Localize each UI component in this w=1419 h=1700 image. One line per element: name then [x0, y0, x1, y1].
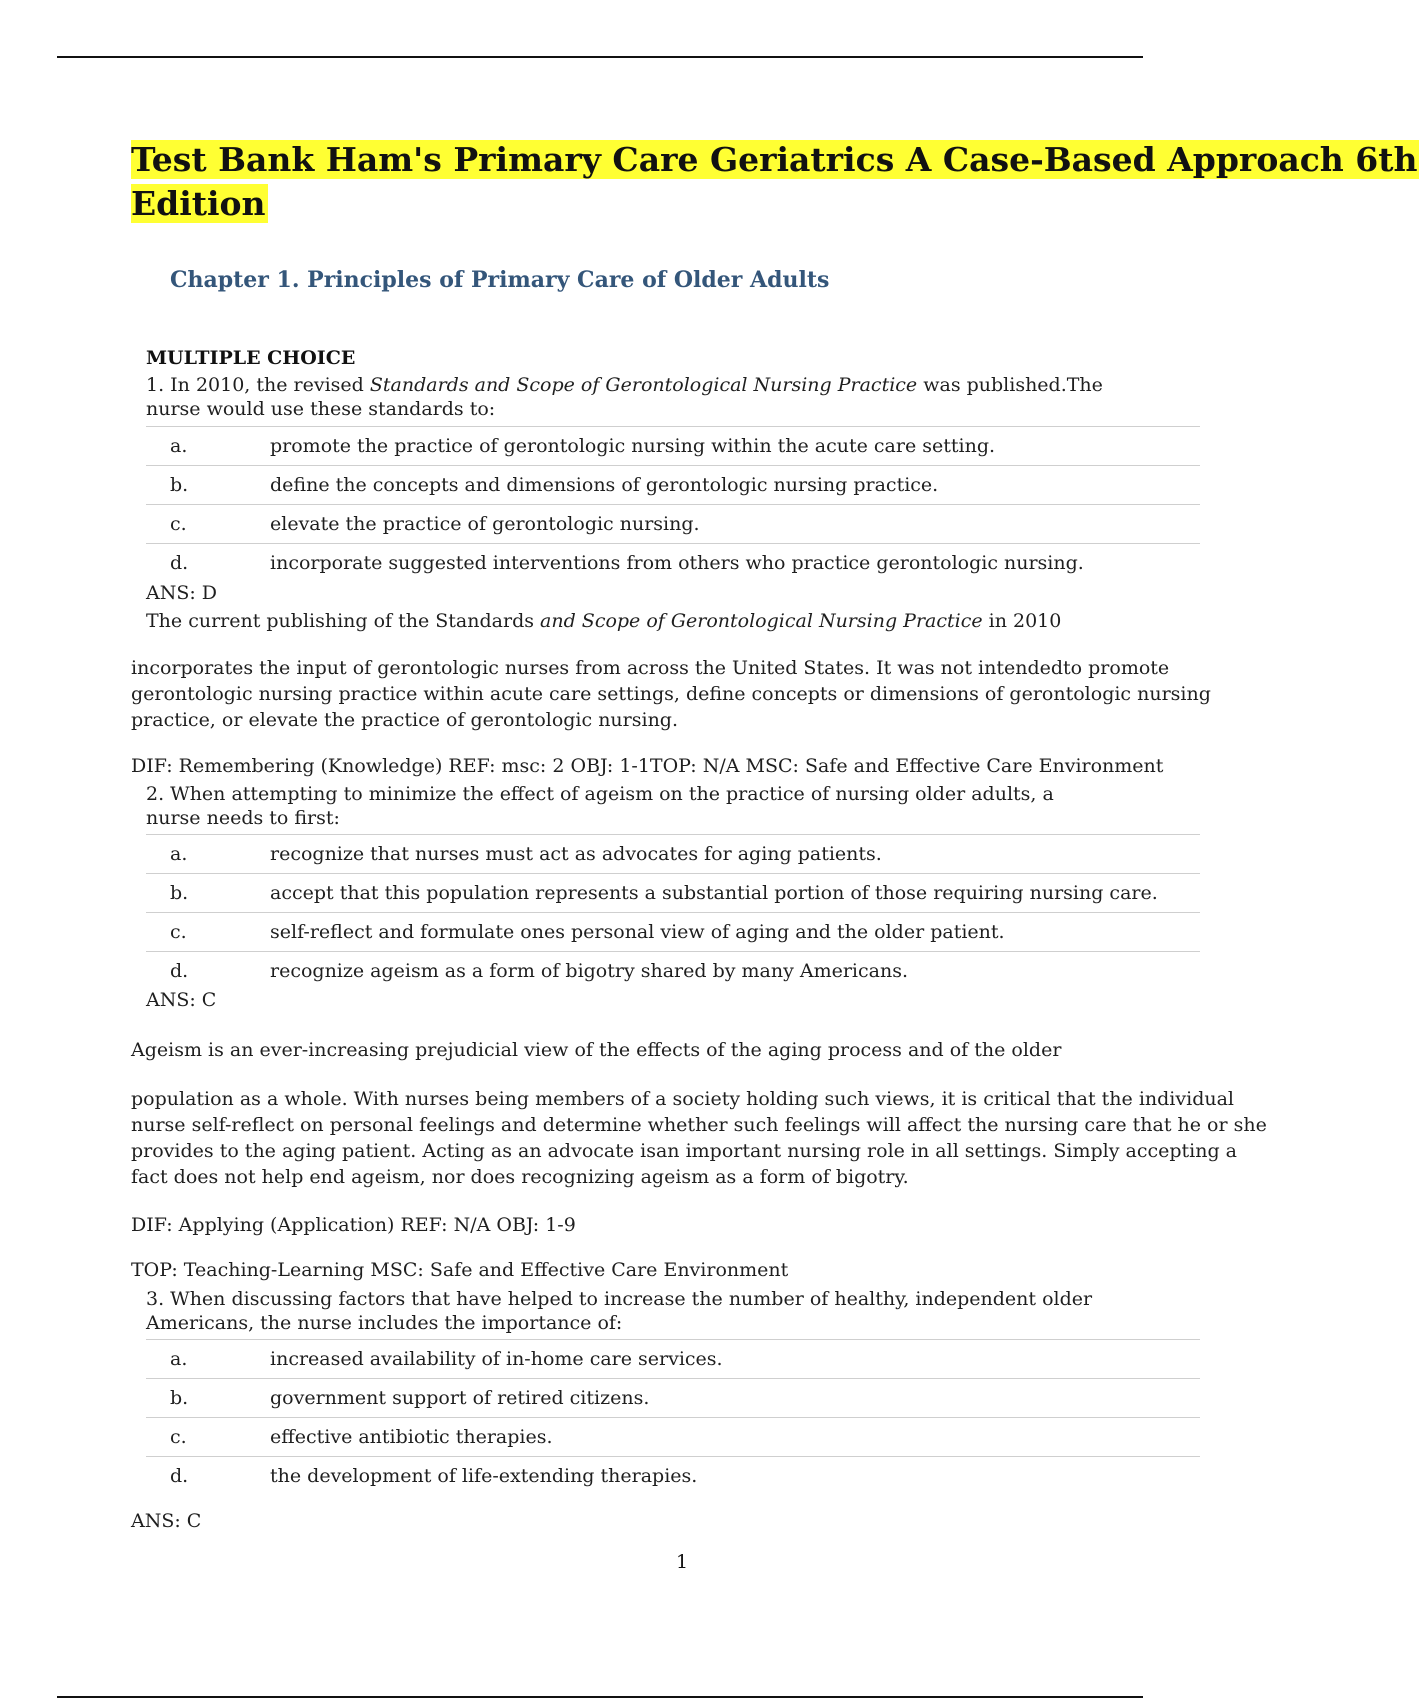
option-row: c. effective antibiotic therapies.: [146, 1417, 1200, 1456]
section-label: MULTIPLE CHOICE: [146, 347, 356, 369]
bottom-rule: [57, 1696, 1143, 1698]
option-row: c. self-reflect and formulate ones personal view of aging and the older patient.: [146, 912, 1200, 951]
option-row: a. promote the practice of gerontologic nursing within the acute care setting.: [146, 426, 1200, 465]
option-row: d. the development of life-extending therapies.: [146, 1456, 1200, 1495]
option-row: b. define the concepts and dimensions of gerontologic nursing practice.: [146, 465, 1200, 504]
title-line-1: Test Bank Ham's Primary Care Geriatrics A Case-Based Approach 6th: [131, 140, 1418, 179]
question-3-options: [146, 1339, 1200, 1495]
question-2-answer: ANS: C: [146, 989, 217, 1011]
top-rule: [57, 56, 1143, 58]
option-row: a. recognize that nurses must act as advocates for aging patients.: [146, 834, 1200, 873]
question-1-answer: ANS: D: [146, 582, 218, 604]
option-row: c. elevate the practice of gerontologic nursing.: [146, 504, 1200, 543]
page-number: 1: [676, 1551, 689, 1573]
question-2-rationale-intro: Ageism is an ever-increasing prejudicial view of the effects of the aging process and of the older: [131, 1039, 1062, 1061]
question-2-stem: 2. When attempting to minimize the effect of ageism on the practice of nursing older adults, a nurse needs to first:: [146, 783, 1054, 829]
question-2-options: [146, 834, 1200, 990]
question-1-stem: 1. In 2010, the revised Standards and Scope of Gerontological Nursing Practice was published.The nurse would use these standards to:: [146, 374, 1103, 420]
document-title: [131, 138, 1418, 226]
question-1-options: [146, 426, 1200, 582]
question-1-rationale-intro: The current publishing of the Standards and Scope of Gerontological Nursing Practice in 2010: [146, 610, 1062, 632]
option-row: d. recognize ageism as a form of bigotry shared by many Americans.: [146, 951, 1200, 990]
question-1-meta: DIF: Remembering (Knowledge) REF: msc: 2 OBJ: 1-1TOP: N/A MSC: Safe and Effective Care Environment: [131, 755, 1164, 777]
option-row: b. accept that this population represents a substantial portion of those requiring nursing care.: [146, 873, 1200, 912]
option-row: a. increased availability of in-home care services.: [146, 1339, 1200, 1378]
option-row: b. government support of retired citizens.: [146, 1378, 1200, 1417]
option-row: d. incorporate suggested interventions from others who practice gerontologic nursing.: [146, 543, 1200, 582]
question-3-stem: 3. When discussing factors that have helped to increase the number of healthy, independent older Americans, the nurse includes the importance of:: [146, 1288, 1093, 1334]
chapter-heading: Chapter 1. Principles of Primary Care of Older Adults: [170, 267, 830, 293]
question-2-meta-2: TOP: Teaching-Learning MSC: Safe and Effective Care Environment: [131, 1259, 789, 1281]
question-3-answer: ANS: C: [131, 1510, 202, 1532]
question-2-meta-1: DIF: Applying (Application) REF: N/A OBJ: 1-9: [131, 1214, 576, 1236]
question-2-rationale: population as a whole. With nurses being members of a society holding such views, it is critical that the individual nurse self-reflect on personal feelings and determine whether such feelings will affect the nursing care that he or she provides to the aging patient. Acting as an advocate isan important nursing role in all settings. Simply accepting a fact does not help end ageism, nor does recognizing ageism as a form of bigotry.: [131, 1088, 1267, 1188]
title-line-2: Edition: [131, 184, 266, 223]
question-1-rationale: incorporates the input of gerontologic nurses from across the United States. It was not intendedto promote gerontologic nursing practice within acute care settings, define concepts or dimensions of gerontologic nursing practice, or elevate the practice of gerontologic nursing.: [131, 657, 1211, 731]
